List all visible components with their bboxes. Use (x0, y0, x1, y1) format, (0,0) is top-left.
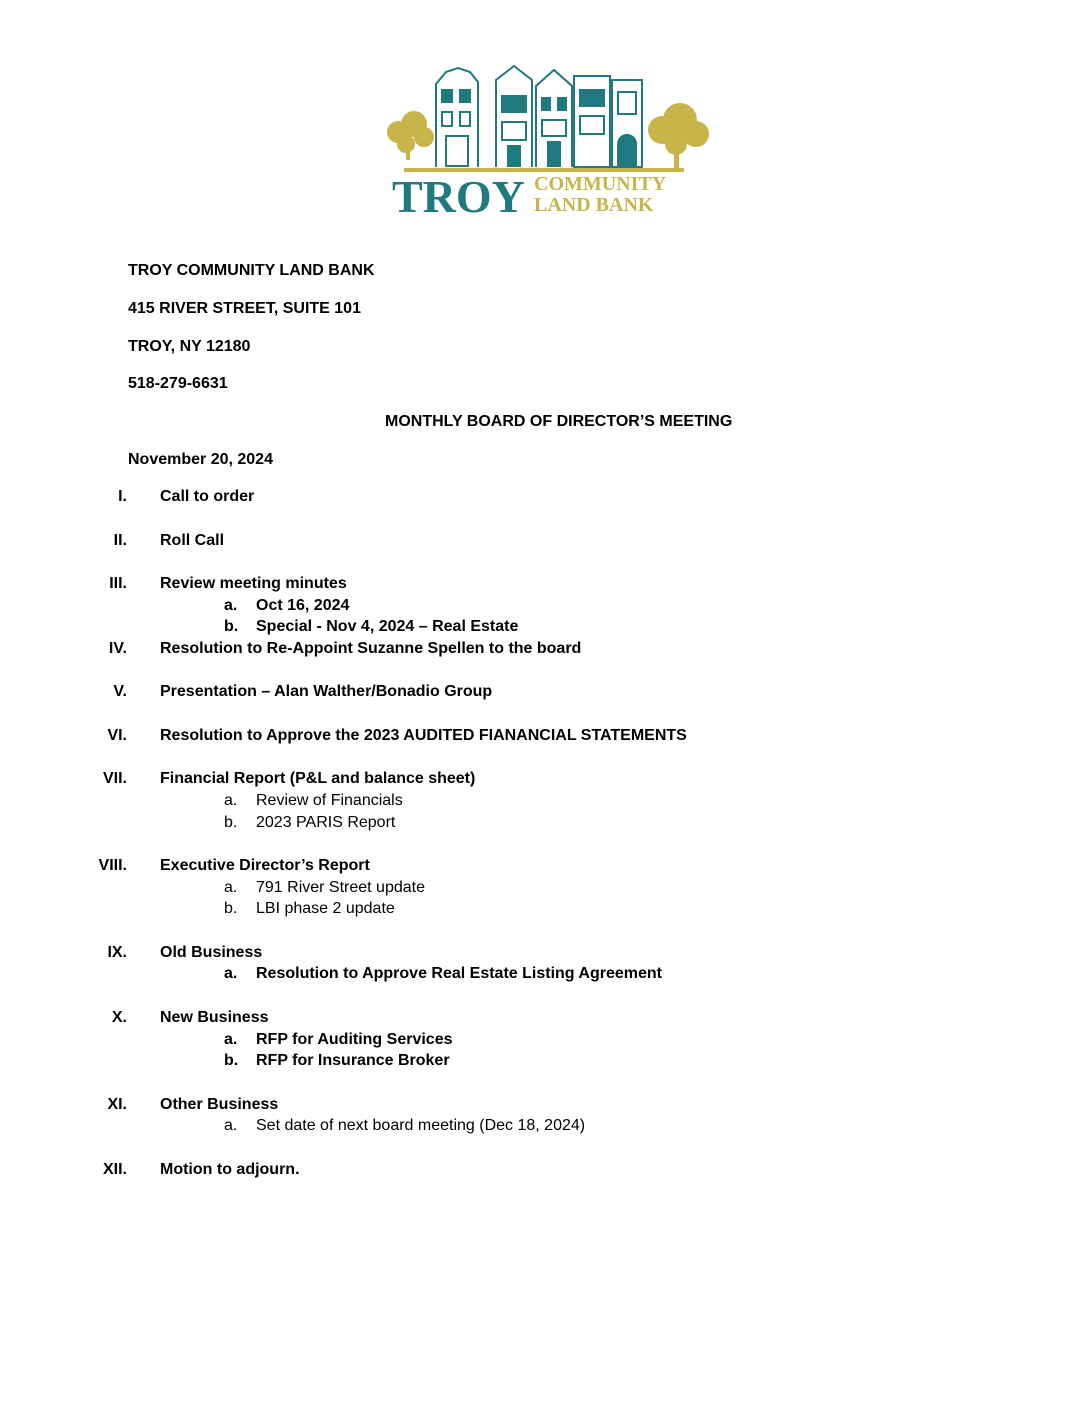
sub-item: Special - Nov 4, 2024 – Real Estate (256, 618, 519, 635)
sub-item-letter: b. (224, 1052, 239, 1069)
agenda-item: New Business (160, 1009, 269, 1026)
agenda-number: II. (113, 532, 127, 549)
meeting-date: November 20, 2024 (128, 451, 273, 468)
meeting-title: MONTHLY BOARD OF DIRECTOR’S MEETING (385, 413, 733, 430)
agenda-number: V. (113, 683, 127, 700)
agenda-number: I. (118, 488, 127, 505)
org-address: 415 RIVER STREET, SUITE 101 (128, 300, 361, 317)
sub-item: RFP for Insurance Broker (256, 1052, 450, 1069)
sub-item-letter: a. (224, 1031, 238, 1048)
agenda-item: Presentation – Alan Walther/Bonadio Group (160, 683, 493, 700)
agenda-number: X. (111, 1009, 127, 1026)
troy-community-land-bank-logo (384, 62, 710, 220)
agenda-item: Resolution to Approve the 2023 AUDITED FIANANCIAL STATEMENTS (160, 727, 687, 744)
sub-item-letter: a. (224, 597, 238, 614)
agenda-number: IV. (108, 640, 127, 657)
agenda-item: Old Business (160, 944, 263, 961)
sub-item-letter: a. (224, 1117, 238, 1134)
sub-item-letter: b. (224, 900, 238, 917)
agenda-item: Other Business (160, 1096, 279, 1113)
sub-item: Set date of next board meeting (Dec 18, 2024) (256, 1117, 586, 1134)
sub-item: RFP for Auditing Services (256, 1031, 453, 1048)
agenda-number: XII. (102, 1161, 127, 1178)
left-tree-graphic (387, 111, 434, 160)
agenda-item: Financial Report (P&L and balance sheet) (160, 770, 476, 787)
sub-item: Resolution to Approve Real Estate Listing Agreement (256, 965, 662, 982)
agenda-item: Motion to adjourn. (160, 1161, 300, 1178)
agenda-number: III. (109, 575, 127, 592)
sub-item: 791 River Street update (256, 879, 425, 896)
agenda-item: Executive Director’s Report (160, 857, 370, 874)
agenda-item: Roll Call (160, 532, 225, 549)
logo-word-land-bank: LAND BANK (534, 194, 654, 216)
right-tree-graphic (648, 103, 709, 170)
agenda-item: Resolution to Re-Appoint Suzanne Spellen to the board (160, 640, 582, 657)
sub-item-letter: b. (224, 618, 239, 635)
logo-word-troy: TROY (392, 171, 525, 220)
agenda-number: XI. (107, 1096, 127, 1113)
org-city: TROY, NY 12180 (128, 338, 251, 355)
org-name: TROY COMMUNITY LAND BANK (128, 262, 375, 279)
agenda-number: IX. (107, 944, 127, 961)
sub-item-letter: a. (224, 879, 238, 896)
agenda-item: Review meeting minutes (160, 575, 347, 592)
org-phone: 518-279-6631 (128, 375, 228, 392)
sub-item: 2023 PARIS Report (256, 814, 396, 831)
sub-item-letter: a. (224, 965, 238, 982)
rowhouses-graphic (436, 66, 642, 167)
agenda-number: VII. (102, 770, 127, 787)
agenda-number: VIII. (98, 857, 127, 874)
agenda-number: VI. (107, 727, 127, 744)
sub-item: Oct 16, 2024 (256, 597, 350, 614)
sub-item: Review of Financials (256, 792, 403, 809)
sub-item-letter: a. (224, 792, 238, 809)
logo-word-community: COMMUNITY (534, 173, 667, 195)
sub-item-letter: b. (224, 814, 238, 831)
agenda-item: Call to order (160, 488, 255, 505)
sub-item: LBI phase 2 update (256, 900, 395, 917)
